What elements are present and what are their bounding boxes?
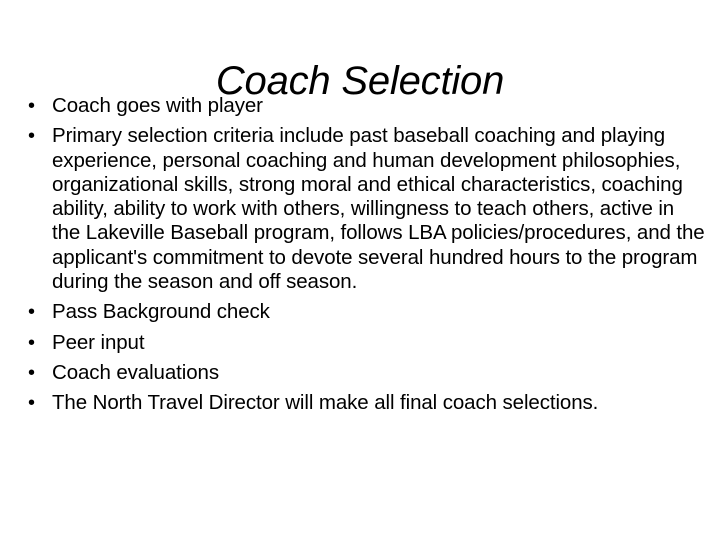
bullet-text: Pass Background check: [52, 300, 270, 324]
bullet-text: Peer input: [52, 330, 145, 354]
bullet-dot-icon: •: [28, 392, 35, 415]
bullet-dot-icon: •: [28, 361, 35, 384]
bullet-dot-icon: •: [28, 125, 35, 148]
bullet-item: [26, 94, 706, 118]
bullet-item: [26, 361, 706, 385]
bullet-item: [26, 331, 706, 355]
bullet-text: Primary selection criteria include past baseball coaching and playing experience, personal coaching and human development philosophies, organizational skills, strong moral and ethical characteristics, coaching ability, ability to work with others, willingness to teach others, active in the Lakeville Baseball program, follows LBA policies/procedures, and the applicant's commitment to devote several hundred hours to the program during the season and off season.: [52, 124, 705, 294]
bullet-item: [26, 391, 706, 415]
bullet-dot-icon: •: [28, 301, 35, 324]
bullet-text: Coach goes with player: [52, 94, 263, 117]
slide-title: Coach Selection: [215, 58, 505, 103]
bullet-dot-icon: •: [28, 95, 35, 117]
bullet-item: [26, 300, 706, 324]
bullet-text: The North Travel Director will make all final coach selections.: [52, 391, 599, 415]
bullet-item: [26, 124, 706, 294]
bullet-list: [26, 94, 706, 422]
bullet-dot-icon: •: [28, 331, 35, 354]
bullet-text: Coach evaluations: [52, 360, 219, 384]
